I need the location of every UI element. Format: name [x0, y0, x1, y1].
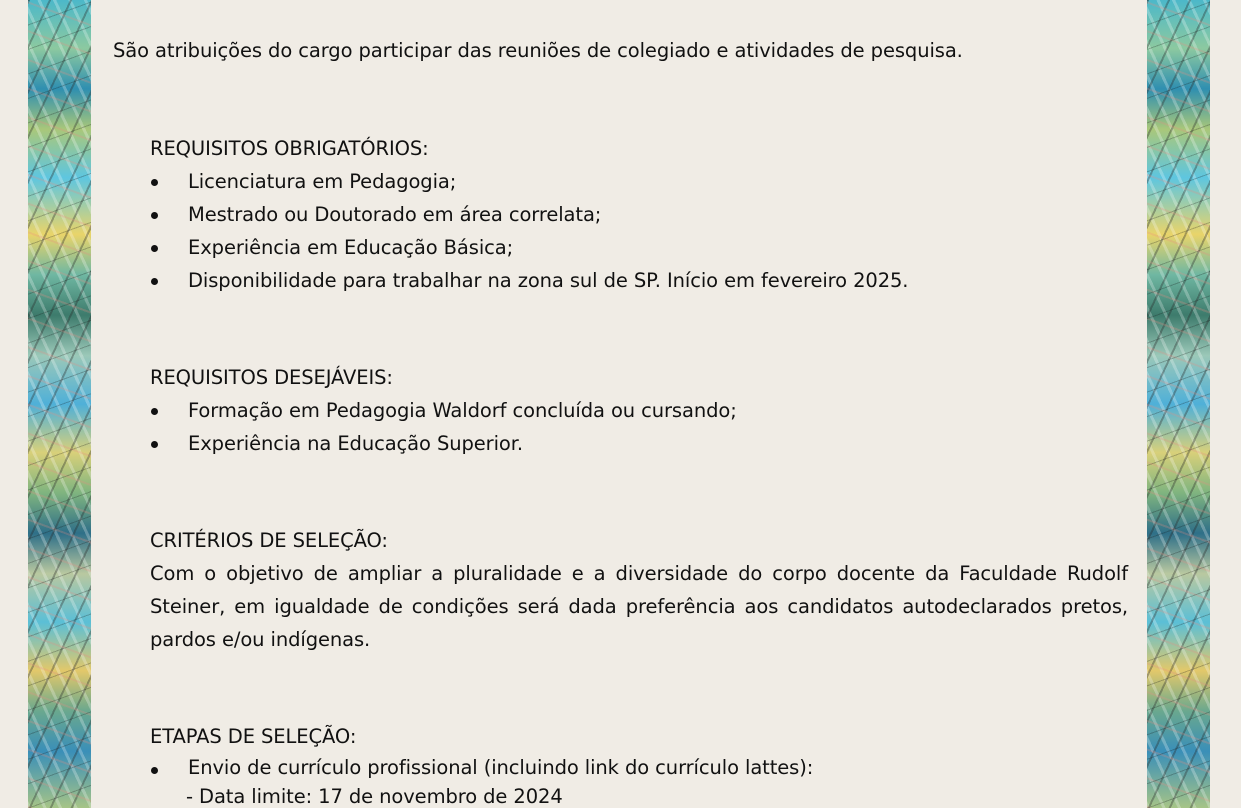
document-page: [91, 0, 1147, 808]
decorative-border-right: [1147, 0, 1210, 808]
bullet-list: [150, 165, 1128, 297]
section-etapas: [150, 720, 1128, 808]
list-item: Disponibilidade para trabalhar na zona sul de SP. Início em fevereiro 2025.: [150, 264, 1128, 297]
section-criterios: [150, 524, 1128, 656]
section-requisitos-obrigatorios: [150, 132, 1128, 297]
section-requisitos-desejaveis: [150, 361, 1128, 460]
criterios-paragraph: Com o objetivo de ampliar a pluralidade e a diversidade do corpo docente da Faculdade Rudolf Steiner, em igualdade de condições será dada preferência aos candidatos autodeclarados pretos, pardos e/ou indígenas.: [150, 562, 1128, 651]
list-item: Licenciatura em Pedagogia;: [150, 165, 1128, 198]
section-heading: ETAPAS DE SELEÇÃO:: [150, 725, 357, 748]
list-item: Experiência em Educação Básica;: [150, 231, 1128, 264]
list-item: Envio de currículo profissional (incluindo link do currículo lattes):: [150, 753, 1128, 783]
deadline-line: - Data limite: 17 de novembro de 2024: [186, 785, 563, 808]
bullet-list: [150, 394, 1128, 460]
section-heading: CRITÉRIOS DE SELEÇÃO:: [150, 529, 388, 552]
intro-paragraph: São atribuições do cargo participar das reuniões de colegiado e atividades de pesquisa.: [113, 39, 963, 62]
bullet-list: [150, 753, 1128, 783]
list-item: Experiência na Educação Superior.: [150, 427, 1128, 460]
list-item: Formação em Pedagogia Waldorf concluída ou cursando;: [150, 394, 1128, 427]
section-heading: REQUISITOS DESEJÁVEIS:: [150, 366, 393, 389]
section-heading: REQUISITOS OBRIGATÓRIOS:: [150, 137, 429, 160]
decorative-border-left: [28, 0, 91, 808]
list-item: Mestrado ou Doutorado em área correlata;: [150, 198, 1128, 231]
